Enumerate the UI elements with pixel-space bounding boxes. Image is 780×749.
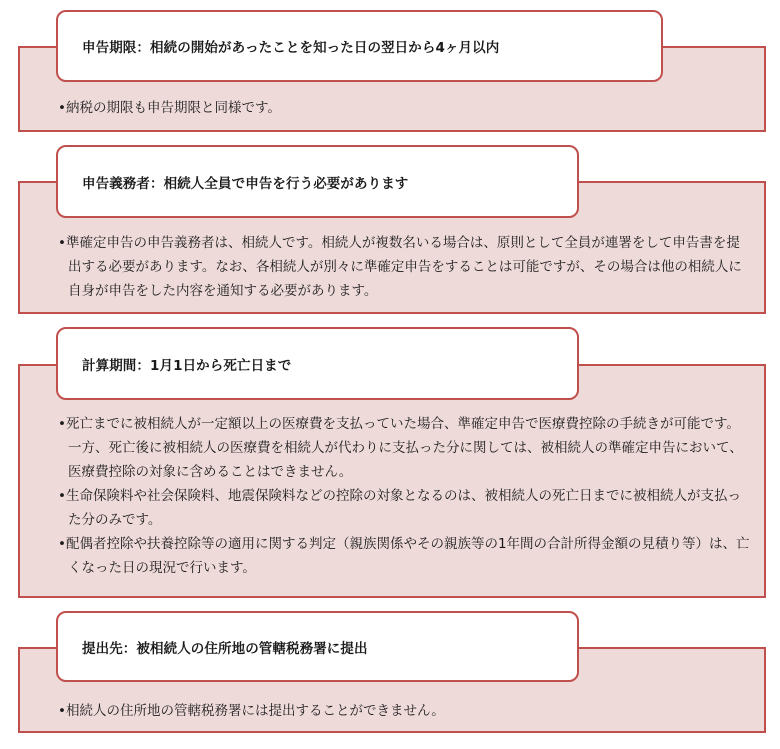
section-body-submission-office xyxy=(58,699,750,723)
section-body-filing-deadline xyxy=(58,96,750,120)
list-item: •相続人の住所地の管轄税務署には提出することができません。 xyxy=(58,703,445,719)
list-item: •死亡までに被相続人が一定額以上の医療費を支払っていた場合、準確定申告で医療費控除の手続きが可能です。一方、死亡後に被相続人の医療費を相続人が代わりに支払った分に関しては、被相続人の準確定申告において、医療費控除の対象に含めることはできません。 xyxy=(58,416,743,480)
section-header-filing-deadline: 申告期限：相続の開始があったことを知った日の翌日から4ヶ月以内 xyxy=(56,10,663,82)
list-item: •生命保険料や社会保険料、地震保険料などの控除の対象となるのは、被相続人の死亡日までに被相続人が支払った分のみです。 xyxy=(58,488,741,528)
section-header-calculation-period: 計算期間：1月1日から死亡日まで xyxy=(56,327,579,400)
section-body-filing-obligor xyxy=(58,231,750,303)
list-item: •配偶者控除や扶養控除等の適用に関する判定（親族関係やその親族等の1年間の合計所得金額の見積り等）は、亡くなった日の現況で行います。 xyxy=(58,536,750,576)
section-body-calculation-period xyxy=(58,412,750,580)
list-item: •準確定申告の申告義務者は、相続人です。相続人が複数名いる場合は、原則として全員が連署をして申告書を提出する必要があります。なお、各相続人が別々に準確定申告をすることは可能ですが、その場合は他の相続人に自身が申告をした内容を通知する必要があります。 xyxy=(58,235,742,299)
list-item: •納税の期限も申告期限と同様です。 xyxy=(58,100,281,116)
section-header-filing-obligor: 申告義務者：相続人全員で申告を行う必要があります xyxy=(56,145,579,218)
section-header-submission-office: 提出先：被相続人の住所地の管轄税務署に提出 xyxy=(56,611,579,682)
